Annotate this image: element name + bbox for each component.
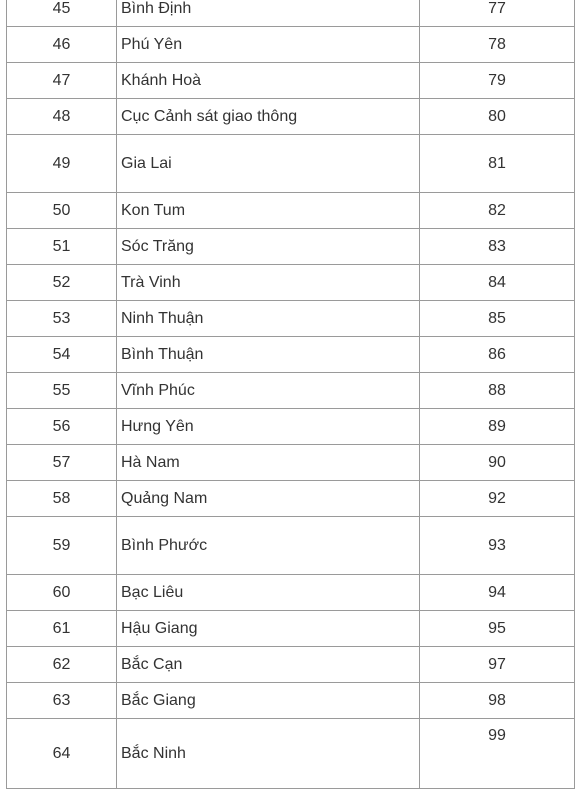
province-name: Sóc Trăng (117, 229, 420, 265)
row-number: 45 (7, 0, 117, 27)
table-row (7, 611, 575, 647)
table-row (7, 683, 575, 719)
plate-code: 82 (420, 193, 575, 229)
table-row (7, 229, 575, 265)
table-row (7, 265, 575, 301)
row-number: 64 (7, 719, 117, 789)
plate-code: 92 (420, 481, 575, 517)
table-row (7, 193, 575, 229)
province-name: Cục Cảnh sát giao thông (117, 99, 420, 135)
row-number: 63 (7, 683, 117, 719)
plate-code: 88 (420, 373, 575, 409)
plate-code: 99 (420, 719, 575, 789)
row-number: 47 (7, 63, 117, 99)
license-plate-table (6, 0, 575, 789)
province-name: Gia Lai (117, 135, 420, 193)
table-row (7, 647, 575, 683)
plate-code: 84 (420, 265, 575, 301)
plate-code: 81 (420, 135, 575, 193)
table-row (7, 0, 575, 27)
plate-code: 97 (420, 647, 575, 683)
province-name: Bình Định (117, 0, 420, 27)
province-name: Bình Phước (117, 517, 420, 575)
province-name: Kon Tum (117, 193, 420, 229)
row-number: 60 (7, 575, 117, 611)
table-row (7, 409, 575, 445)
plate-code: 90 (420, 445, 575, 481)
table-row (7, 719, 575, 789)
plate-code: 79 (420, 63, 575, 99)
plate-code: 77 (420, 0, 575, 27)
plate-code: 86 (420, 337, 575, 373)
row-number: 59 (7, 517, 117, 575)
row-number: 46 (7, 27, 117, 63)
plate-code: 89 (420, 409, 575, 445)
plate-code: 94 (420, 575, 575, 611)
table-row (7, 373, 575, 409)
province-name: Bắc Giang (117, 683, 420, 719)
province-name: Hậu Giang (117, 611, 420, 647)
row-number: 49 (7, 135, 117, 193)
row-number: 54 (7, 337, 117, 373)
table-body (7, 0, 575, 789)
table-row (7, 135, 575, 193)
plate-code: 93 (420, 517, 575, 575)
province-name: Bắc Cạn (117, 647, 420, 683)
row-number: 55 (7, 373, 117, 409)
row-number: 56 (7, 409, 117, 445)
table-row (7, 301, 575, 337)
table-row (7, 517, 575, 575)
plate-code: 78 (420, 27, 575, 63)
table-row (7, 63, 575, 99)
row-number: 62 (7, 647, 117, 683)
plate-code: 98 (420, 683, 575, 719)
table-row (7, 445, 575, 481)
province-name: Ninh Thuận (117, 301, 420, 337)
province-name: Quảng Nam (117, 481, 420, 517)
plate-code: 95 (420, 611, 575, 647)
province-name: Trà Vinh (117, 265, 420, 301)
row-number: 48 (7, 99, 117, 135)
row-number: 61 (7, 611, 117, 647)
row-number: 51 (7, 229, 117, 265)
province-name: Hà Nam (117, 445, 420, 481)
row-number: 58 (7, 481, 117, 517)
table-row (7, 575, 575, 611)
province-name: Phú Yên (117, 27, 420, 63)
province-name: Bình Thuận (117, 337, 420, 373)
province-name: Bạc Liêu (117, 575, 420, 611)
row-number: 53 (7, 301, 117, 337)
province-name: Hưng Yên (117, 409, 420, 445)
row-number: 57 (7, 445, 117, 481)
province-name: Bắc Ninh (117, 719, 420, 789)
province-name: Khánh Hoà (117, 63, 420, 99)
table-row (7, 27, 575, 63)
province-name: Vĩnh Phúc (117, 373, 420, 409)
plate-code: 80 (420, 99, 575, 135)
table-row (7, 481, 575, 517)
plate-code: 83 (420, 229, 575, 265)
table-row (7, 337, 575, 373)
table-row (7, 99, 575, 135)
plate-code: 85 (420, 301, 575, 337)
row-number: 52 (7, 265, 117, 301)
row-number: 50 (7, 193, 117, 229)
